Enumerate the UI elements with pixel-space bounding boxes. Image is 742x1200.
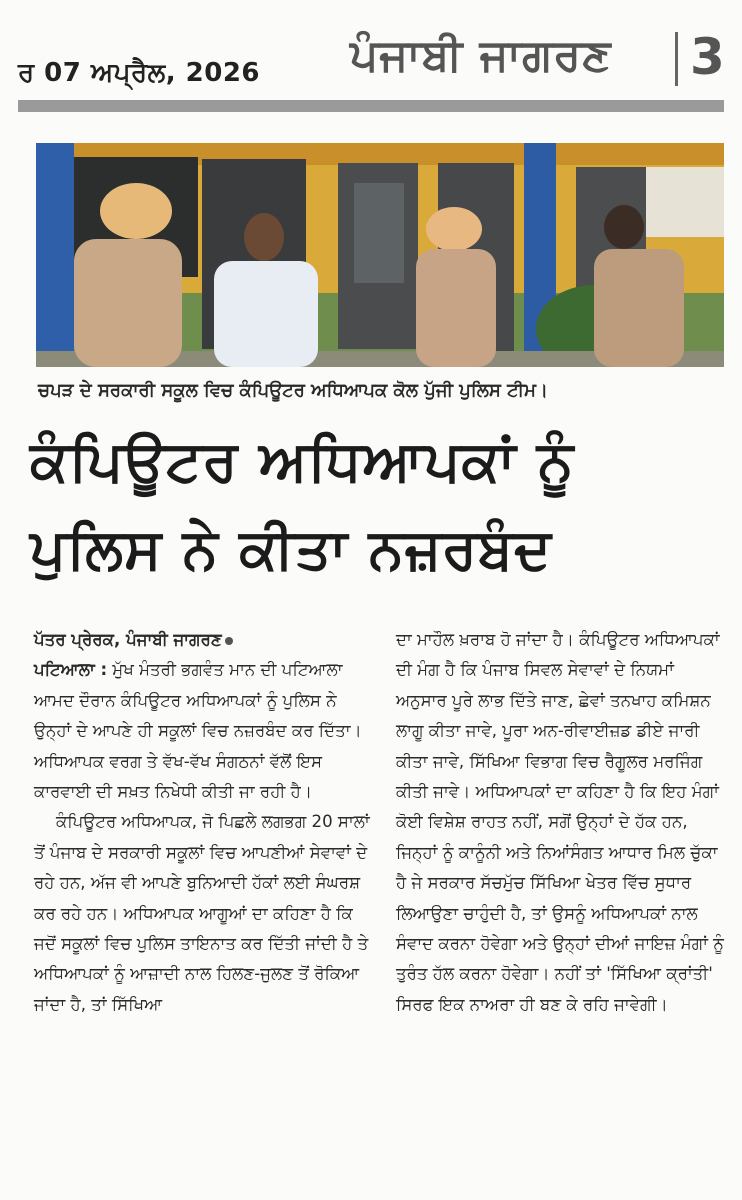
newspaper-brand: ਪੰਜਾਬੀ ਜਾਗਰਣ <box>350 30 612 81</box>
byline-bullet <box>225 637 233 645</box>
news-photo <box>36 143 724 367</box>
page-number: 3 <box>690 28 725 86</box>
paragraph-1-text: ਮੁੱਖ ਮੰਤਰੀ ਭਗਵੰਤ ਮਾਨ ਦੀ ਪਟਿਆਲਾ ਆਮਦ ਦੌਰਾਨ ਕੰਪਿਊਟਰ ਅਧਿਆਪਕਾਂ ਨੂੰ ਪੁਲਿਸ ਨੇ ਉਨ੍ਹਾਂ ਦੇ ਆਪਣੇ ਹੀ ਸਕੂਲਾਂ ਵਿਚ ਨਜ਼ਰਬੰਦ ਕਰ ਦਿੱਤਾ। ਅਧਿਆਪਕ ਵਰਗ ਤੇ ਵੱਖ-ਵੱਖ ਸੰਗਠਨਾਂ ਵੱਲੋਂ ਇਸ ਕਾਰਵਾਈ ਦੀ ਸਖ਼ਤ ਨਿਖੇਧੀ ਕੀਤੀ ਜਾ ਰਹੀ ਹੈ। <box>34 660 362 802</box>
masthead <box>0 0 742 118</box>
issue-date: ਰ 07 ਅਪ੍ਰੈਲ, 2026 <box>18 58 261 88</box>
article-paragraph-3: ਦਾ ਮਾਹੌਲ ਖ਼ਰਾਬ ਹੋ ਜਾਂਦਾ ਹੈ। ਕੰਪਿਊਟਰ ਅਧਿਆਪਕਾਂ ਦੀ ਮੰਗ ਹੈ ਕਿ ਪੰਜਾਬ ਸਿਵਲ ਸੇਵਾਵਾਂ ਦੇ ਨਿਯਮਾਂ ਅਨੁਸਾਰ ਪੂਰੇ ਲਾਭ ਦਿੱਤੇ ਜਾਣ, ਛੇਵਾਂ ਤਨਖਾਹ ਕਮਿਸ਼ਨ ਲਾਗੂ ਕੀਤਾ ਜਾਵੇ, ਪੂਰਾ ਅਨ-ਰੀਵਾਈਜ਼ਡ ਡੀਏ ਜਾਰੀ ਕੀਤਾ ਜਾਵੇ, ਸਿੱਖਿਆ ਵਿਭਾਗ ਵਿਚ ਰੈਗੂਲਰ ਮਰਜਿੰਗ ਕੀਤੀ ਜਾਵੇ। ਅਧਿਆਪਕਾਂ ਦਾ ਕਹਿਣਾ ਹੈ ਕਿ ਇਹ ਮੰਗਾਂ ਕੋਈ ਵਿਸ਼ੇਸ਼ ਰਾਹਤ ਨਹੀਂ, ਸਗੋਂ ਉਨ੍ਹਾਂ ਦੇ ਹੱਕ ਹਨ, ਜਿਨ੍ਹਾਂ ਨੂੰ ਕਾਨੂੰਨੀ ਅਤੇ ਨਿਆਂਸੰਗਤ ਆਧਾਰ ਮਿਲ ਚੁੱਕਾ ਹੈ ਜੇ ਸਰਕਾਰ ਸੱਚਮੁੱਚ ਸਿੱਖਿਆ ਖੇਤਰ ਵਿੱਚ ਸੁਧਾਰ ਲਿਆਉਣਾ ਚਾਹੁੰਦੀ ਹੈ, ਤਾਂ ਉਸਨੂੰ ਅਧਿਆਪਕਾਂ ਨਾਲ ਸੰਵਾਦ ਕਰਨਾ ਹੋਵੇਗਾ ਅਤੇ ਉਨ੍ਹਾਂ ਦੀਆਂ ਜਾਇਜ਼ ਮੰਗਾਂ ਨੂੰ ਤੁਰੰਤ ਹੱਲ ਕਰਨਾ ਹੋਵੇਗਾ। ਨਹੀਂ ਤਾਂ 'ਸਿੱਖਿਆ ਕ੍ਰਾਂਤੀ' ਸਿਰਫ ਇਕ ਨਾਅਰਾ ਹੀ ਬਣ ਕੇ ਰਹਿ ਜਾਵੇਗੀ। <box>396 630 724 1014</box>
masthead-rule <box>18 100 724 112</box>
dateline-place: ਪਟਿਆਲਾ : <box>34 660 108 680</box>
photo-illustration <box>36 143 724 367</box>
article-headline <box>30 418 730 594</box>
article-paragraph-1 <box>34 655 374 807</box>
article-byline <box>34 625 374 655</box>
byline-text: ਪੱਤਰ ਪ੍ਰੇਰਕ, ਪੰਜਾਬੀ ਜਾਗਰਣ <box>34 630 222 649</box>
article-paragraph-2: ਕੰਪਿਊਟਰ ਅਧਿਆਪਕ, ਜੋ ਪਿਛਲੇ ਲਗਭਗ 20 ਸਾਲਾਂ ਤੋਂ ਪੰਜਾਬ ਦੇ ਸਰਕਾਰੀ ਸਕੂਲਾਂ ਵਿਚ ਆਪਣੀਆਂ ਸੇਵਾਵਾਂ ਦੇ ਰਹੇ ਹਨ, ਅੱਜ ਵੀ ਆਪਣੇ ਬੁਨਿਆਦੀ ਹੱਕਾਂ ਲਈ ਸੰਘਰਸ਼ ਕਰ ਰਹੇ ਹਨ। ਅਧਿਆਪਕ ਆਗੂਆਂ ਦਾ ਕਹਿਣਾ ਹੈ ਕਿ ਜਦੋਂ ਸਕੂਲਾਂ ਵਿਚ ਪੁਲਿਸ ਤਾਇਨਾਤ ਕਰ ਦਿੱਤੀ ਜਾਂਦੀ ਹੈ ਤੇ ਅਧਿਆਪਕਾਂ ਨੂੰ ਆਜ਼ਾਦੀ ਨਾਲ ਹਿਲਣ-ਜੁਲਣ ਤੋਂ ਰੋਕਿਆ ਜਾਂਦਾ ਹੈ, ਤਾਂ ਸਿੱਖਿਆ <box>34 812 370 1014</box>
headline-line-2: ਪੁਲਿਸ ਨੇ ਕੀਤਾ ਨਜ਼ਰਬੰਦ <box>30 517 552 582</box>
headline-line-1: ਕੰਪਿਊਟਰ ਅਧਿਆਪਕਾਂ ਨੂੰ <box>30 429 575 494</box>
article-column-left <box>34 625 374 1020</box>
photo-caption: ਚਪੜ ਦੇ ਸਰਕਾਰੀ ਸਕੂਲ ਵਿਚ ਕੰਪਿਊਟਰ ਅਧਿਆਪਕ ਕੋਲ ਪੁੱਜੀ ਪੁਲਿਸ ਟੀਮ। <box>38 380 549 401</box>
masthead-divider <box>675 32 678 86</box>
article-column-right <box>396 625 728 1020</box>
